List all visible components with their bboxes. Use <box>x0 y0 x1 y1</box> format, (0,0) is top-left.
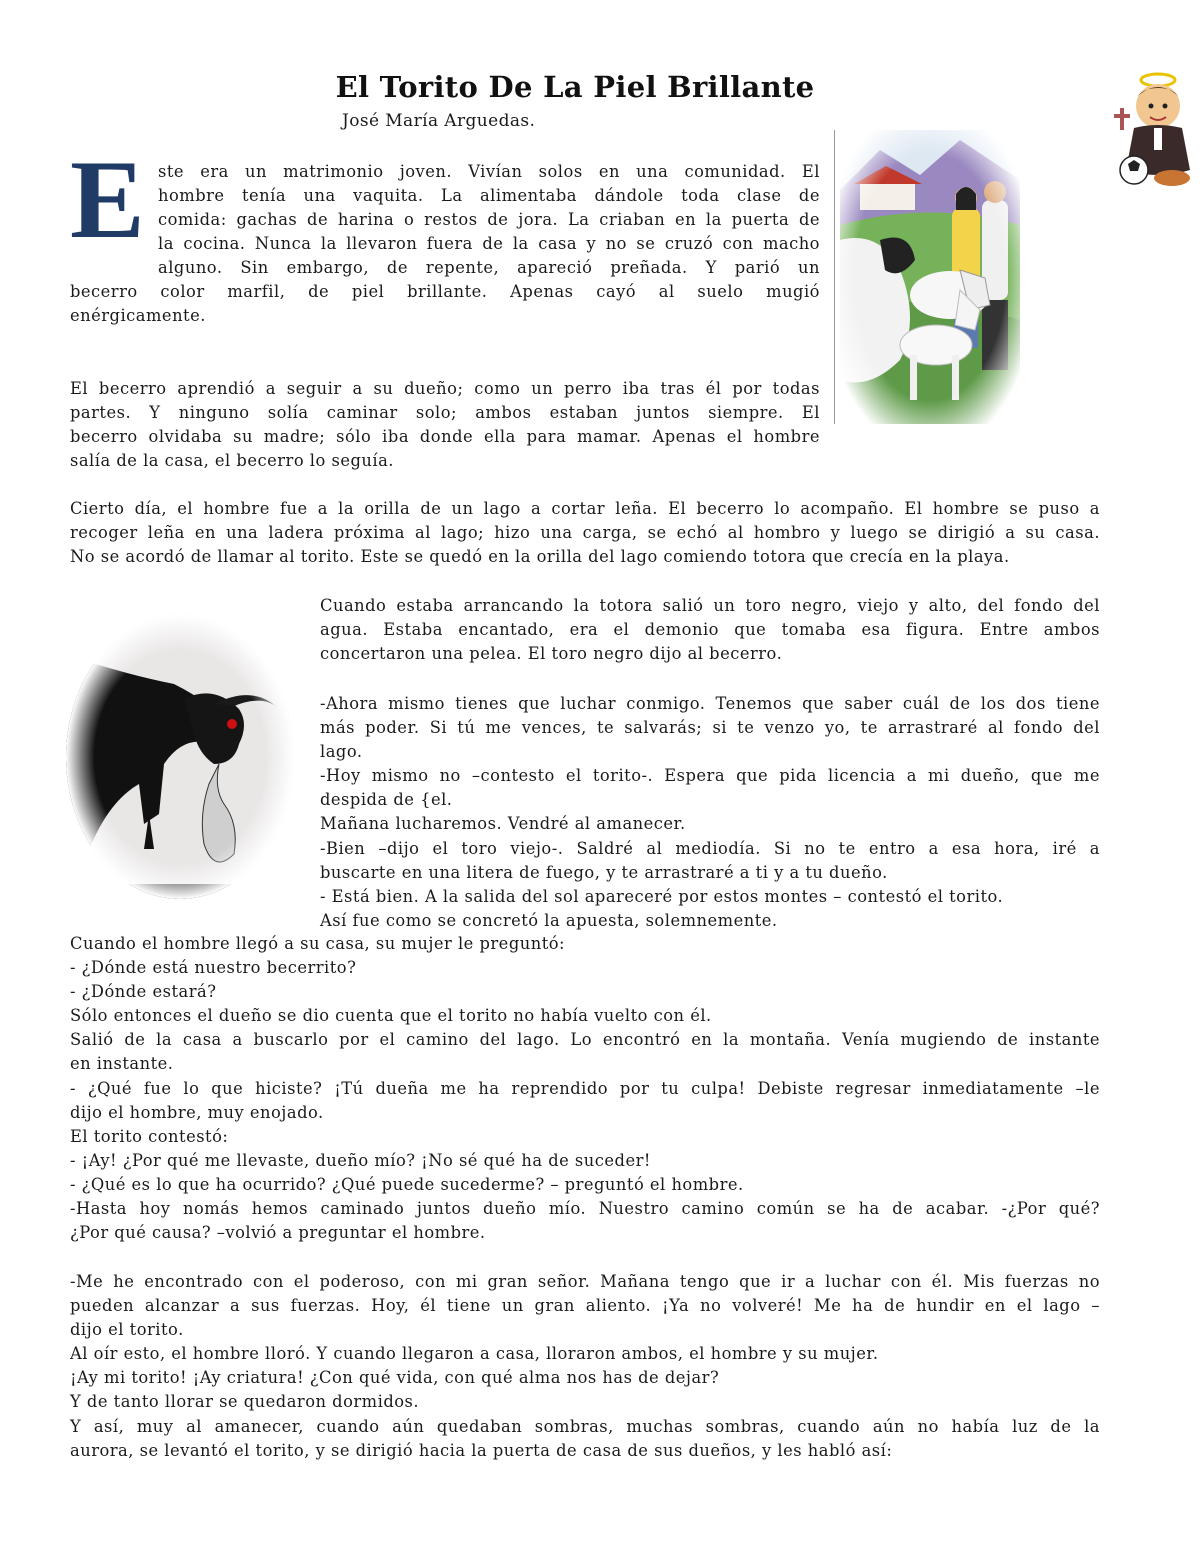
paragraph-line: Y de tanto llorar se quedaron dormidos. <box>70 1392 420 1412</box>
intro-line: la cocina. Nunca la llevaron fuera de la casa y no se cruzó con macho <box>158 234 820 254</box>
paragraph-line: ¿Por qué causa? –volvió a preguntar el hombre. <box>70 1223 486 1243</box>
paragraph-line: Cuando el hombre llegó a su casa, su mujer le preguntó: <box>70 934 566 953</box>
paragraph-line: recoger leña en una ladera próxima al lago; hizo una carga, se echó al hombro y luego se dirigió a su casa. <box>70 523 1100 543</box>
author-name: José María Arguedas. <box>342 111 536 131</box>
paragraph-line: concertaron una pelea. El toro negro dijo al becerro. <box>320 644 783 664</box>
paragraph-line: partes. Y ninguno solía caminar solo; ambos estaban juntos siempre. El <box>70 403 820 423</box>
paragraph-4 <box>320 594 1100 666</box>
paragraph-line: Al oír esto, el hombre lloró. Y cuando llegaron a casa, lloraron ambos, el hombre y su mujer. <box>70 1344 879 1364</box>
paragraph-line: dijo el hombre, muy enojado. <box>70 1102 324 1122</box>
paragraph-line: despida de {el. <box>320 790 453 810</box>
paragraph-line: buscarte en una litera de fuego, y te arrastraré a ti y a tu dueño. <box>320 862 888 882</box>
saint-mascot-image <box>1112 70 1196 188</box>
paragraph-line: Cierto día, el hombre fue a la orilla de un lago a cortar leña. El becerro lo acompaño. El hombre se puso a <box>70 499 1100 518</box>
paragraph-line: -Hasta hoy nomás hemos caminado juntos dueño mío. Nuestro camino común se ha de acabar. -¿Por qué? <box>70 1199 1100 1219</box>
paragraph-line: lago. <box>320 742 363 762</box>
paragraph-line: - ¿Qué fue lo que hiciste? ¡Tú dueña me ha reprendido por tu culpa! Debiste regresar inmediatamente –le <box>70 1078 1100 1098</box>
paragraph-line: pueden alcanzar a sus fuerzas. Hoy, él tiene un gran aliento. ¡Ya no volveré! Me ha de hundir en el lago – <box>70 1296 1100 1316</box>
paragraph-line: Cuando estaba arrancando la totora salió un toro negro, viejo y alto, del fondo del <box>320 596 1100 615</box>
paragraph-line: -Hoy mismo no –contesto el torito-. Espera que pida licencia a mi dueño, que me <box>320 766 1100 786</box>
paragraph-line: agua. Estaba encantado, era el demonio que tomaba esa figura. Entre ambos <box>320 620 1100 640</box>
intro-line: comida: gachas de harina o restos de jora. La criaban en la puerta de <box>158 210 820 230</box>
paragraph-7 <box>70 1270 1100 1463</box>
paragraph-line: becerro olvidaba su madre; sólo iba donde ella para mamar. Apenas el hombre <box>70 427 820 447</box>
paragraph-line: -Ahora mismo tienes que luchar conmigo. Tenemos que saber cuál de los dos tiene <box>320 694 1100 713</box>
paragraph-line: Sólo entonces el dueño se dio cuenta que el torito no había vuelto con él. <box>70 1006 712 1026</box>
paragraph-line: Salió de la casa a buscarlo por el camino del lago. Lo encontró en la montaña. Venía mugiendo de instante <box>70 1030 1100 1050</box>
paragraph-line: ¡Ay mi torito! ¡Ay criatura! ¿Con qué vida, con qué alma nos has de dejar? <box>70 1368 720 1388</box>
paragraph-line: aurora, se levantó el torito, y se dirigió hacia la puerta de casa de sus dueños, y les habló así: <box>70 1440 893 1460</box>
paragraph-line: - ¿Dónde está nuestro becerrito? <box>70 958 357 978</box>
paragraph-line: más poder. Si tú me vences, te salvarás; si te venzo yo, te arrastraré al fondo del <box>320 718 1100 738</box>
farm-couple-calf-illustration <box>840 130 1020 424</box>
paragraph-6 <box>70 932 1100 1245</box>
drop-cap: E <box>70 138 145 262</box>
paragraph-line: El becerro aprendió a seguir a su dueño; como un perro iba tras él por todas <box>70 379 820 398</box>
paragraph-line: - ¿Qué es lo que ha ocurrido? ¿Qué puede sucederme? – preguntó el hombre. <box>70 1174 744 1194</box>
paragraph-line: -Me he encontrado con el poderoso, con mi gran señor. Mañana tengo que ir a luchar con él. Mis fuerzas no <box>70 1272 1100 1291</box>
paragraph-line: dijo el torito. <box>70 1320 184 1340</box>
paragraph-3 <box>70 497 1100 569</box>
paragraph-line: -Bien –dijo el toro viejo-. Saldré al mediodía. Si no te entro a esa hora, iré a <box>320 838 1100 858</box>
paragraph-line: Y así, muy al amanecer, cuando aún quedaban sombras, muchas sombras, cuando aún no había luz de la <box>70 1416 1100 1436</box>
paragraph-2 <box>70 377 820 473</box>
intro-line: becerro color marfil, de piel brillante. Apenas cayó al suelo mugió <box>70 282 820 301</box>
column-divider <box>834 130 835 424</box>
intro-line: hombre tenía una vaquita. La alimentaba dándole toda clase de <box>158 186 820 206</box>
paragraph-line: Así fue como se concretó la apuesta, solemnemente. <box>320 910 778 930</box>
intro-tail <box>70 280 820 328</box>
paragraph-line: No se acordó de llamar al torito. Este se quedó en la orilla del lago comiendo totora que crecía en la playa. <box>70 547 1010 567</box>
paragraph-5 <box>320 692 1100 933</box>
intro-paragraph <box>158 160 820 280</box>
intro-line: enérgicamente. <box>70 306 206 326</box>
paragraph-line: - ¡Ay! ¿Por qué me llevaste, dueño mío? ¡No sé qué ha de suceder! <box>70 1150 651 1170</box>
paragraph-line: - ¿Dónde estará? <box>70 982 217 1002</box>
paragraph-line: - Está bien. A la salida del sol apareceré por estos montes – contestó el torito. <box>320 886 1004 906</box>
paragraph-line: El torito contestó: <box>70 1126 229 1146</box>
intro-line: alguno. Sin embargo, de repente, apareció preñada. Y parió un <box>158 258 820 278</box>
black-bull-illustration <box>64 614 296 900</box>
paragraph-line: en instante. <box>70 1054 174 1074</box>
page-title: El Torito De La Piel Brillante <box>335 70 815 104</box>
paragraph-line: Mañana lucharemos. Vendré al amanecer. <box>320 814 686 834</box>
intro-line: ste era un matrimonio joven. Vivían solos en una comunidad. El <box>158 162 820 181</box>
paragraph-line: salía de la casa, el becerro lo seguía. <box>70 451 394 471</box>
